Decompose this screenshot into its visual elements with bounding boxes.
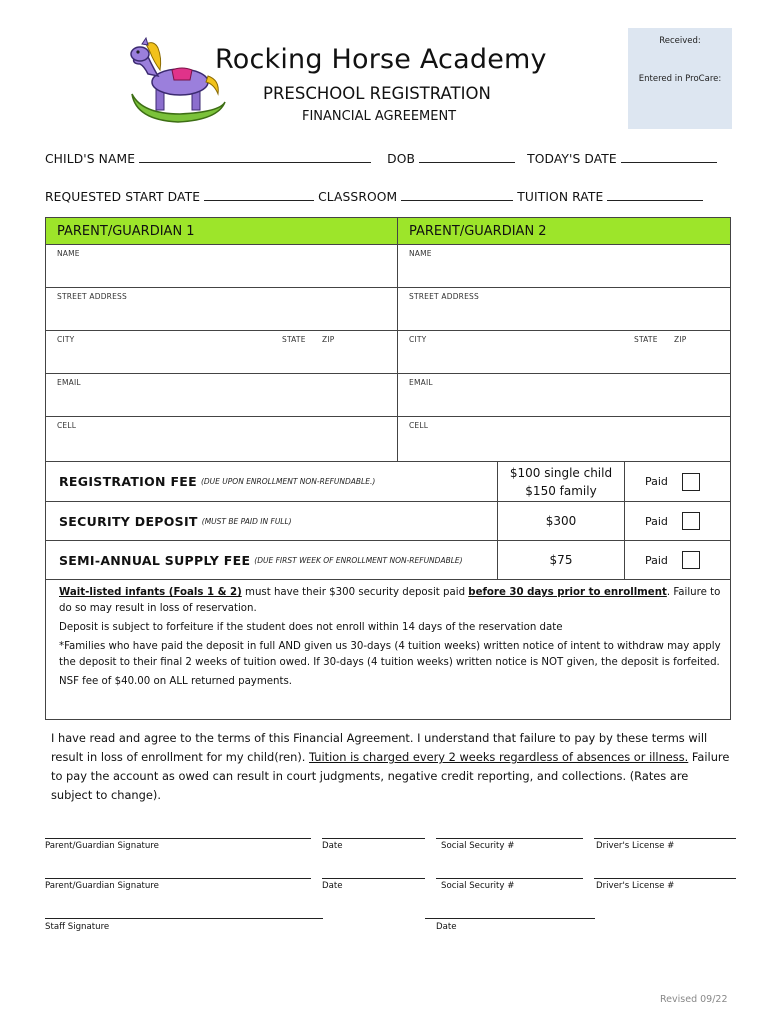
license-label: Driver's License #: [596, 881, 675, 891]
rocking-horse-icon: [128, 32, 228, 130]
guardian-2-name-field[interactable]: [398, 245, 730, 287]
procare-label: Entered in ProCare:: [638, 74, 722, 84]
fee-amount-line-1: $100 single child: [509, 465, 613, 480]
state-label: STATE: [282, 335, 306, 344]
email-label: EMAIL: [409, 378, 433, 387]
fee-paid-cell: [625, 462, 730, 501]
tuition-rate-field[interactable]: [607, 190, 703, 201]
fee-name-cell: [46, 541, 498, 579]
fee-row-registration: [46, 462, 730, 502]
dob-field[interactable]: [419, 152, 515, 163]
form-subtitle: FINANCIAL AGREEMENT: [302, 109, 457, 124]
guardian-2-email-field[interactable]: [398, 374, 730, 416]
guardian-2-city-field[interactable]: [398, 331, 730, 373]
revision-note: Revised 09/22: [660, 994, 728, 1005]
agreement-end: Failure to pay the account as owed can result in court judgments, negative credit reporting, and collections. (Rates are subject to change).: [51, 750, 730, 802]
date-line-1[interactable]: [322, 838, 425, 839]
staff-date-label: Date: [436, 922, 457, 932]
childs-name-field[interactable]: [139, 152, 371, 163]
zip-label: ZIP: [674, 335, 687, 344]
form-title: PRESCHOOL REGISTRATION: [263, 84, 491, 103]
paid-label: Paid: [645, 514, 668, 528]
policy-withdraw: *Families who have paid the deposit in full AND given us 30-days (4 tuition weeks) written notice of intent to withdraw may apply the deposit to their final 2 weeks of tuition owed. If 30-days (4 tuition weeks) written notice is NOT given, the deposit is forfeited.: [59, 641, 721, 668]
tuition-rate-label: TUITION RATE: [517, 190, 604, 204]
state-label: STATE: [634, 335, 658, 344]
city-label: CITY: [57, 335, 75, 344]
street-label: STREET ADDRESS: [57, 292, 127, 301]
parent-signature-line-1[interactable]: [45, 838, 311, 839]
dob-label: DOB: [387, 152, 416, 166]
parent-table-header: [46, 218, 730, 245]
fee-note: (DUE UPON ENROLLMENT NON-REFUNDABLE.): [200, 477, 376, 486]
paid-checkbox[interactable]: [682, 473, 700, 491]
policy-waitlist-mid: must have their $300 security deposit paid: [241, 587, 469, 598]
cell-label: CELL: [57, 421, 77, 430]
fee-amount-line-1: $300: [545, 514, 577, 528]
guardian-1-email-field[interactable]: [46, 374, 398, 416]
paid-checkbox[interactable]: [682, 551, 700, 569]
email-row: [46, 374, 730, 417]
guardian-1-cell-field[interactable]: [46, 417, 398, 461]
staff-date-line[interactable]: [425, 918, 595, 919]
fee-name: REGISTRATION FEE: [59, 474, 197, 489]
fee-table: [45, 461, 731, 580]
name-label: NAME: [409, 249, 432, 258]
school-name: Rocking Horse Academy: [215, 44, 547, 75]
guardian-1-city-field[interactable]: [46, 331, 398, 373]
todays-date-label: TODAY'S DATE: [527, 152, 617, 166]
todays-date-field[interactable]: [621, 152, 717, 163]
fee-amount-line-2: $150 family: [525, 483, 597, 498]
start-date-field[interactable]: [204, 190, 314, 201]
policy-waitlist: [59, 585, 723, 617]
received-label: Received:: [659, 36, 701, 46]
fee-note: (DUE FIRST WEEK OF ENROLLMENT NON-REFUNDABLE): [254, 555, 463, 565]
office-use-box: [628, 28, 732, 129]
date-label: Date: [322, 881, 343, 891]
classroom-label: CLASSROOM: [318, 190, 398, 204]
fee-name-cell: [46, 502, 498, 540]
policy-nsf: NSF fee of $40.00 on ALL returned payments.: [59, 676, 293, 687]
fee-name-cell: [46, 462, 498, 501]
ssn-line-1[interactable]: [436, 838, 583, 839]
name-label: NAME: [57, 249, 80, 258]
date-label: Date: [322, 841, 343, 851]
fee-amount: [498, 541, 625, 579]
childs-name-label: CHILD'S NAME: [45, 152, 136, 166]
agreement-underlined: Tuition is charged every 2 weeks regardless of absences or illness.: [309, 750, 689, 764]
guardian-1-name-field[interactable]: [46, 245, 398, 287]
agreement-text: [51, 729, 731, 805]
guardian-1-title: PARENT/GUARDIAN 1: [46, 218, 398, 244]
paid-checkbox[interactable]: [682, 512, 700, 530]
guardian-1-street-field[interactable]: [46, 288, 398, 330]
name-row: [46, 245, 730, 288]
guardian-2-street-field[interactable]: [398, 288, 730, 330]
guardian-2-cell-field[interactable]: [398, 417, 730, 461]
zip-label: ZIP: [322, 335, 335, 344]
fee-amount: [498, 502, 625, 540]
paid-label: Paid: [645, 553, 668, 567]
street-label: STREET ADDRESS: [409, 292, 479, 301]
policy-waitlist-underlined: Wait-listed infants (Foals 1 & 2): [59, 587, 242, 598]
fee-row-supply-fee: [46, 541, 730, 579]
policy-box: [45, 580, 731, 720]
license-line-1[interactable]: [594, 838, 736, 839]
fee-name: SEMI-ANNUAL SUPPLY FEE: [59, 552, 251, 568]
license-label: Driver's License #: [596, 841, 675, 851]
fee-row-security-deposit: [46, 502, 730, 541]
paid-label: Paid: [645, 475, 668, 488]
date-line-2[interactable]: [322, 878, 425, 879]
child-info-line-2: [45, 190, 703, 204]
classroom-field[interactable]: [401, 190, 513, 201]
ssn-label: Social Security #: [441, 881, 515, 891]
start-date-label: REQUESTED START DATE: [45, 190, 201, 204]
email-label: EMAIL: [57, 378, 81, 387]
ssn-line-2[interactable]: [436, 878, 583, 879]
license-line-2[interactable]: [594, 878, 736, 879]
fee-note: (MUST BE PAID IN FULL): [201, 516, 292, 526]
guardian-2-title: PARENT/GUARDIAN 2: [409, 224, 547, 239]
policy-waitlist-end: . Failure to do so may result in loss of reservation.: [59, 587, 721, 614]
fee-name: SECURITY DEPOSIT: [59, 513, 198, 529]
city-row: [46, 331, 730, 374]
cell-label: CELL: [409, 421, 429, 430]
policy-forfeiture: Deposit is subject to forfeiture if the student does not enroll within 14 days of the reservation date: [59, 622, 563, 633]
parent-signature-label: Parent/Guardian Signature: [45, 881, 159, 891]
parent-signature-label: Parent/Guardian Signature: [45, 841, 159, 851]
ssn-label: Social Security #: [441, 841, 515, 851]
fee-paid-cell: [625, 541, 730, 579]
cell-row: [46, 417, 730, 461]
fee-amount-line-1: $75: [549, 553, 573, 567]
fee-amount: [498, 462, 625, 501]
agreement-start: I have read and agree to the terms of this Financial Agreement. I understand that failure to pay by these terms will result in loss of enrollment for my child(ren).: [51, 731, 708, 764]
street-row: [46, 288, 730, 331]
fee-paid-cell: [625, 502, 730, 540]
policy-waitlist-bold: before 30 days prior to enrollment: [468, 587, 667, 598]
child-info-line-1: [45, 152, 717, 166]
parent-signature-line-2[interactable]: [45, 878, 311, 879]
staff-signature-line[interactable]: [45, 918, 323, 919]
staff-signature-label: Staff Signature: [45, 922, 110, 932]
parent-guardian-table: [45, 217, 731, 462]
city-label: CITY: [409, 335, 427, 344]
